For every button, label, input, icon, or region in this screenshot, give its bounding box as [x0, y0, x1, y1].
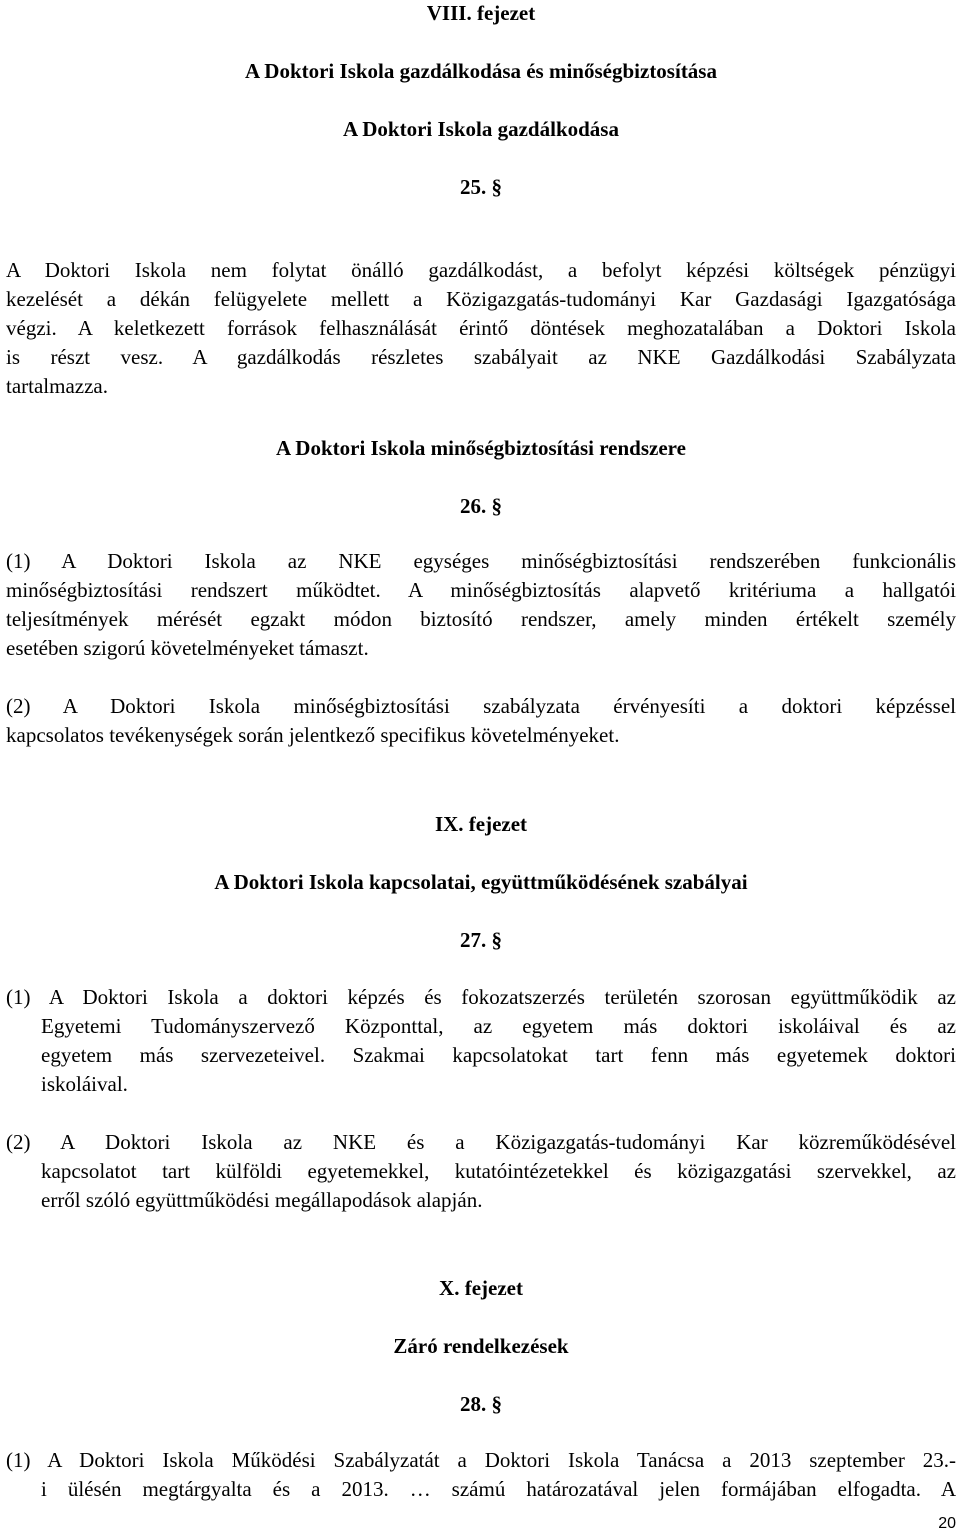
- chapter-heading: IX. fejezet: [434, 812, 528, 836]
- text-line: i ülésén megtárgyalta és a 2013. … számú határozatával jelen formájában elfogadta. A: [41, 1477, 956, 1501]
- text-line: erről szóló együttműködési megállapodások alapján.: [41, 1188, 483, 1212]
- text-line: (1) A Doktori Iskola a doktori képzés és fokozatszerzés területén szorosan együttműködik az: [6, 985, 956, 1009]
- text-line: egyetem más szervezeteivel. Szakmai kapcsolatokat tart fenn más egyetemek doktori: [41, 1043, 956, 1067]
- chapter-title: A Doktori Iskola kapcsolatai, együttműködésének szabályai: [214, 870, 748, 894]
- paragraph-27-2: [6, 1128, 956, 1215]
- text-line: minőségbiztosítási rendszert működtet. A minőségbiztosítás alapvető kritériuma a hallgatói: [6, 578, 956, 602]
- section-number: 27. §: [460, 928, 502, 952]
- text-line: iskoláival.: [41, 1072, 128, 1096]
- text-line: kezelését a dékán felügyelete mellett a Közigazgatás-tudományi Kar Gazdasági Igazgatósága: [6, 287, 956, 311]
- text-line: (1) A Doktori Iskola az NKE egységes minőségbiztosítási rendszerében funkcionális: [6, 549, 956, 573]
- text-line: Egyetemi Tudományszervező Központtal, az egyetem más doktori iskoláival és az: [41, 1014, 956, 1038]
- page-number: 20: [938, 1515, 956, 1532]
- paragraph-25: [6, 256, 956, 401]
- section-number: 25. §: [460, 175, 502, 199]
- text-line: A Doktori Iskola nem folytat önálló gazdálkodást, a befolyt képzési költségek pénzügyi: [6, 258, 956, 282]
- chapter-title: Záró rendelkezések: [393, 1334, 569, 1358]
- text-line: végzi. A keletkezett források felhasználását érintő döntések meghozatalában a Doktori Iskola: [6, 316, 956, 340]
- chapter-heading: X. fejezet: [439, 1276, 523, 1300]
- text-line: esetében szigorú követelményeket támaszt.: [6, 636, 369, 660]
- section-subtitle: A Doktori Iskola gazdálkodása: [343, 117, 619, 141]
- text-line: (2) A Doktori Iskola minőségbiztosítási szabályzata érvényesíti a doktori képzéssel: [6, 694, 956, 718]
- text-line: (1) A Doktori Iskola Működési Szabályzatát a Doktori Iskola Tanácsa a 2013 szeptember 23.-: [6, 1448, 956, 1472]
- text-line: kapcsolatos tevékenységek során jelentkező specifikus követelményeket.: [6, 723, 620, 747]
- section-subtitle: A Doktori Iskola minőségbiztosítási rendszere: [276, 436, 686, 460]
- text-line: kapcsolatot tart külföldi egyetemekkel, kutatóintézetekkel és közigazgatási szervekkel, az: [41, 1159, 956, 1183]
- paragraph-26-2: [6, 692, 956, 750]
- text-line: tartalmazza.: [6, 374, 109, 398]
- text-line: teljesítmények mérését egzakt módon biztosító rendszer, amely minden értékelt személy: [6, 607, 956, 631]
- text-line: (2) A Doktori Iskola az NKE és a Közigazgatás-tudományi Kar közreműködésével: [6, 1130, 956, 1154]
- chapter-heading: VIII. fejezet: [426, 1, 536, 25]
- paragraph-26-1: [6, 547, 956, 663]
- section-number: 26. §: [460, 494, 502, 518]
- paragraph-27-1: [6, 983, 956, 1099]
- chapter-title: A Doktori Iskola gazdálkodása és minőségbiztosítása: [245, 59, 717, 83]
- text-line: is részt vesz. A gazdálkodás részletes szabályait az NKE Gazdálkodási Szabályzata: [6, 345, 956, 369]
- section-number: 28. §: [460, 1392, 502, 1416]
- paragraph-28-1: [6, 1446, 956, 1504]
